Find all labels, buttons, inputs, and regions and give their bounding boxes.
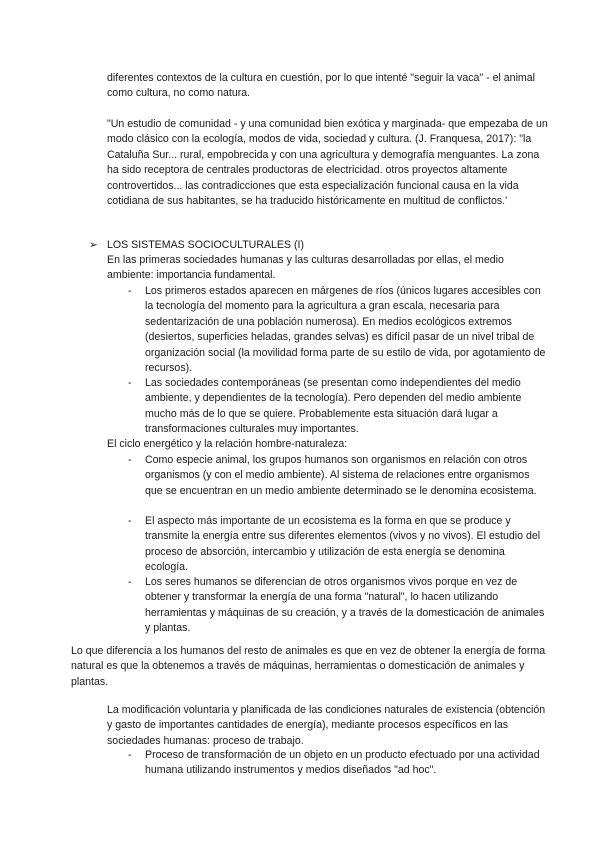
list-item-text: El aspecto más importante de un ecosistema es la forma en que se produce y transmite la energía entre sus diferentes elementos (vivos y no vivos). El estudio del proceso de absorción, intercambio y utilización de esta energía se denomina ecología. bbox=[145, 515, 541, 574]
list-item-text: Los seres humanos se diferencian de otros organismos vivos porque en vez de obtener y transformar la energía de una forma "natural", lo hacen utilizando herramientas y máquinas de su creación, y a través de la domesticación de animales y plantas. bbox=[145, 576, 545, 635]
modification-lead-paragraph: La modificación voluntaria y planificada de las condiciones naturales de existencia (obtención y gasto de importantes cantidades de energía), mediante procesos específicos en las sociedades humanas: proceso de trabajo. bbox=[107, 704, 546, 747]
cycle-lead-paragraph: El ciclo energético y la relación hombre-naturaleza: bbox=[107, 438, 348, 450]
dash-bullet: - bbox=[128, 576, 132, 588]
list-item-text: Como especie animal, los grupos humanos son organismos en relación con otros organismos (y con el medio ambiente). Al sistema de relaciones entre organismos que se encuentran en un medio ambiente determinado se le denomina ecosistema. bbox=[145, 454, 537, 497]
section-title: LOS SISTEMAS SOCIOCULTURALES (I) bbox=[107, 239, 305, 251]
arrow-bullet-icon: ➢ bbox=[89, 239, 98, 251]
dash-bullet: - bbox=[128, 285, 132, 297]
dash-bullet: - bbox=[128, 454, 132, 466]
dash-bullet: - bbox=[128, 749, 132, 761]
section-lead-paragraph: En las primeras sociedades humanas y las culturas desarrolladas por ellas, el medio ambiente: importancia fundamental. bbox=[107, 254, 504, 282]
difference-paragraph: Lo que diferencia a los humanos del resto de animales es que en vez de obtener la energía de forma natural es que la obtenemos a través de máquinas, herramientas o domesticación de animales y plantas. bbox=[71, 645, 546, 688]
list-item-text: Proceso de transformación de un objeto en un producto efectuado por una actividad humana utilizando instrumentos y medios diseñados "ad hoc". bbox=[145, 749, 540, 777]
dash-bullet: - bbox=[128, 515, 132, 527]
list-item-text: Los primeros estados aparecen en márgenes de ríos (únicos lugares accesibles con la tecnología del momento para la agricultura a gran escala, necesaria para sedentarización de una población numerosa). En medios ecológicos extremos (desiertos, superficies heladas, grandes selvas) es difícil pasar de un nivel tribal de organización social (la movilidad forma parte de su estilo de vida, por agotamiento de recursos). bbox=[145, 285, 546, 375]
dash-bullet: - bbox=[128, 377, 132, 389]
intro-paragraph-continued: diferentes contextos de la cultura en cuestión, por lo que intenté "seguir la vaca" - el animal como cultura, no como natura. bbox=[107, 72, 535, 100]
intro-quote-paragraph: "Un estudio de comunidad - y una comunidad bien exótica y marginada- que empezaba de un modo clásico con la ecología, modos de vida, sociedad y cultura. (J. Franquesa, 2017): "la Cataluña Sur... rural, empobrecida y con una agricultura y demografía menguantes. La zona ha sido receptora de centrales productoras de electricidad. otros proyectos altamente controvertidos... las contradicciones que esta especialización funcional causa en la vida cotidiana de sus habitantes, se ha traducido históricamente en multitud de conflictos.' bbox=[107, 118, 548, 208]
list-item-text: Las sociedades contemporáneas (se presentan como independientes del medio ambiente, y dependientes de la tecnología). Pero dependen del medio ambiente mucho más de lo que se quiere. Probablemente esta situación dará lugar a transformaciones culturales muy importantes. bbox=[145, 377, 522, 436]
